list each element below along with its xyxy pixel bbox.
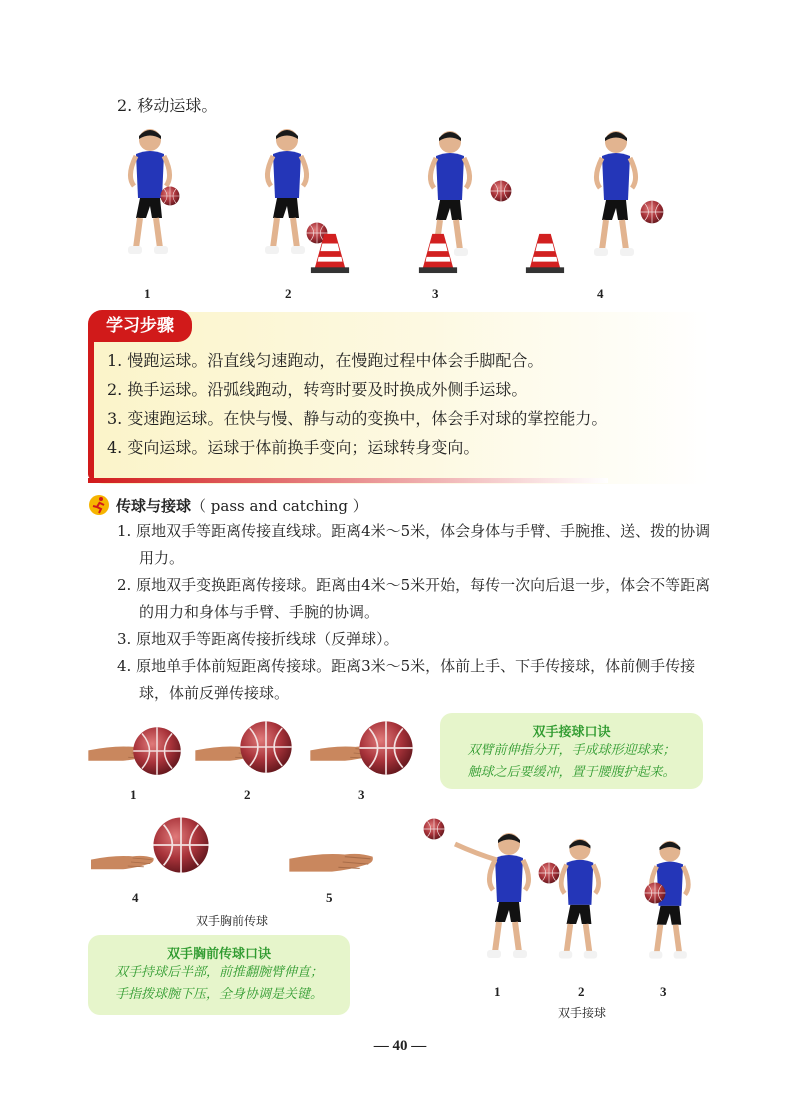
- pass-item: 1. 原地双手等距离传接直线球。距离4米～5米，体会身体与手臂、手腕推、送、拨的协调用力。: [117, 522, 711, 567]
- dribble-label-1: 1: [144, 286, 151, 301]
- catch-caption: 双手接球: [558, 1006, 607, 1020]
- pass-list: [117, 518, 717, 707]
- page-number: — 40 —: [373, 1038, 427, 1054]
- step-item: 3. 变速跑运球。在快与慢、静与动的变换中，体会手对球的掌控能力。: [107, 409, 608, 428]
- dribble-label-2: 2: [285, 286, 292, 301]
- catch-tip-line: 触球之后要缓冲，置于腰腹护起来。: [467, 765, 676, 780]
- dribble-label-4: 4: [597, 286, 604, 301]
- chest-label-3: 3: [358, 787, 365, 802]
- step-item: 4. 变向运球。运球于体前换手变向；运球转身变向。: [107, 438, 480, 457]
- steps-accent-bottom: [88, 478, 608, 483]
- hand-ball-3: [310, 718, 416, 780]
- ball-4: [150, 814, 212, 876]
- step-item: 1. 慢跑运球。沿直线匀速跑动，在慢跑过程中体会手脚配合。: [107, 351, 544, 370]
- hand-ball-2: [195, 718, 295, 780]
- hand-5: [282, 842, 382, 882]
- dribble-player-3: [398, 128, 518, 278]
- flying-ball: [423, 818, 447, 842]
- chest-label-5: 5: [326, 890, 333, 905]
- chest-label-4: 4: [132, 890, 139, 905]
- dribble-label-3: 3: [432, 286, 439, 301]
- section-title: 2. 移动运球。: [117, 96, 218, 115]
- pass-item: 3. 原地双手等距离传接折线球（反弹球）。: [117, 630, 399, 648]
- pass-section-title: 传球与接球: [116, 497, 192, 515]
- chest-label-2: 2: [244, 787, 251, 802]
- catch-player-2: [538, 836, 618, 972]
- pass-section-heading: [116, 495, 368, 516]
- learning-steps-list: [107, 346, 607, 462]
- hand-ball-1: [88, 722, 183, 782]
- learning-steps-tab: 学习步骤: [88, 310, 192, 342]
- hand-4: [88, 848, 158, 878]
- chest-label-1: 1: [130, 787, 137, 802]
- catch-tip-line: 双臂前伸指分开，手成球形迎球来；: [467, 743, 676, 758]
- runner-icon: [88, 494, 110, 516]
- cone-1: [302, 222, 352, 274]
- chest-tip-line: 双手持球后半部，前推翻腕臂伸直；: [114, 965, 323, 980]
- chest-tip-box: [88, 935, 350, 1015]
- catch-label-1: 1: [494, 984, 501, 999]
- chest-pass-caption: 双手胸前传球: [196, 914, 269, 928]
- dribble-player-4: [574, 128, 674, 278]
- catch-label-2: 2: [578, 984, 585, 999]
- catch-player-3: [632, 838, 706, 972]
- dribble-player-1: [118, 126, 188, 276]
- steps-accent-edge: [88, 334, 94, 480]
- pass-item: 4. 原地单手体前短距离传接球。距离3米～5米，体前上手、下手传接球，体前侧手传接球，体前反弹传接球。: [117, 657, 696, 702]
- cone-3: [525, 232, 565, 276]
- step-item: 2. 换手运球。沿弧线跑动，转弯时要及时换成外侧手运球。: [107, 380, 528, 399]
- chest-tip-title: 双手胸前传球口诀: [166, 947, 271, 962]
- catch-tip-title: 双手接球口诀: [532, 725, 611, 740]
- catch-tip-box: [440, 713, 703, 789]
- pass-section-subtitle: （ pass and catching ）: [191, 497, 368, 515]
- catch-label-3: 3: [660, 984, 667, 999]
- cone-2: [418, 232, 458, 276]
- chest-tip-line: 手指拨球腕下压，全身协调是关键。: [114, 987, 323, 1002]
- pass-item: 2. 原地双手变换距离传接球。距离由4米～5米开始，每传一次向后退一步，体会不等距离的用力和身体与手臂、手腕的协调。: [117, 576, 711, 621]
